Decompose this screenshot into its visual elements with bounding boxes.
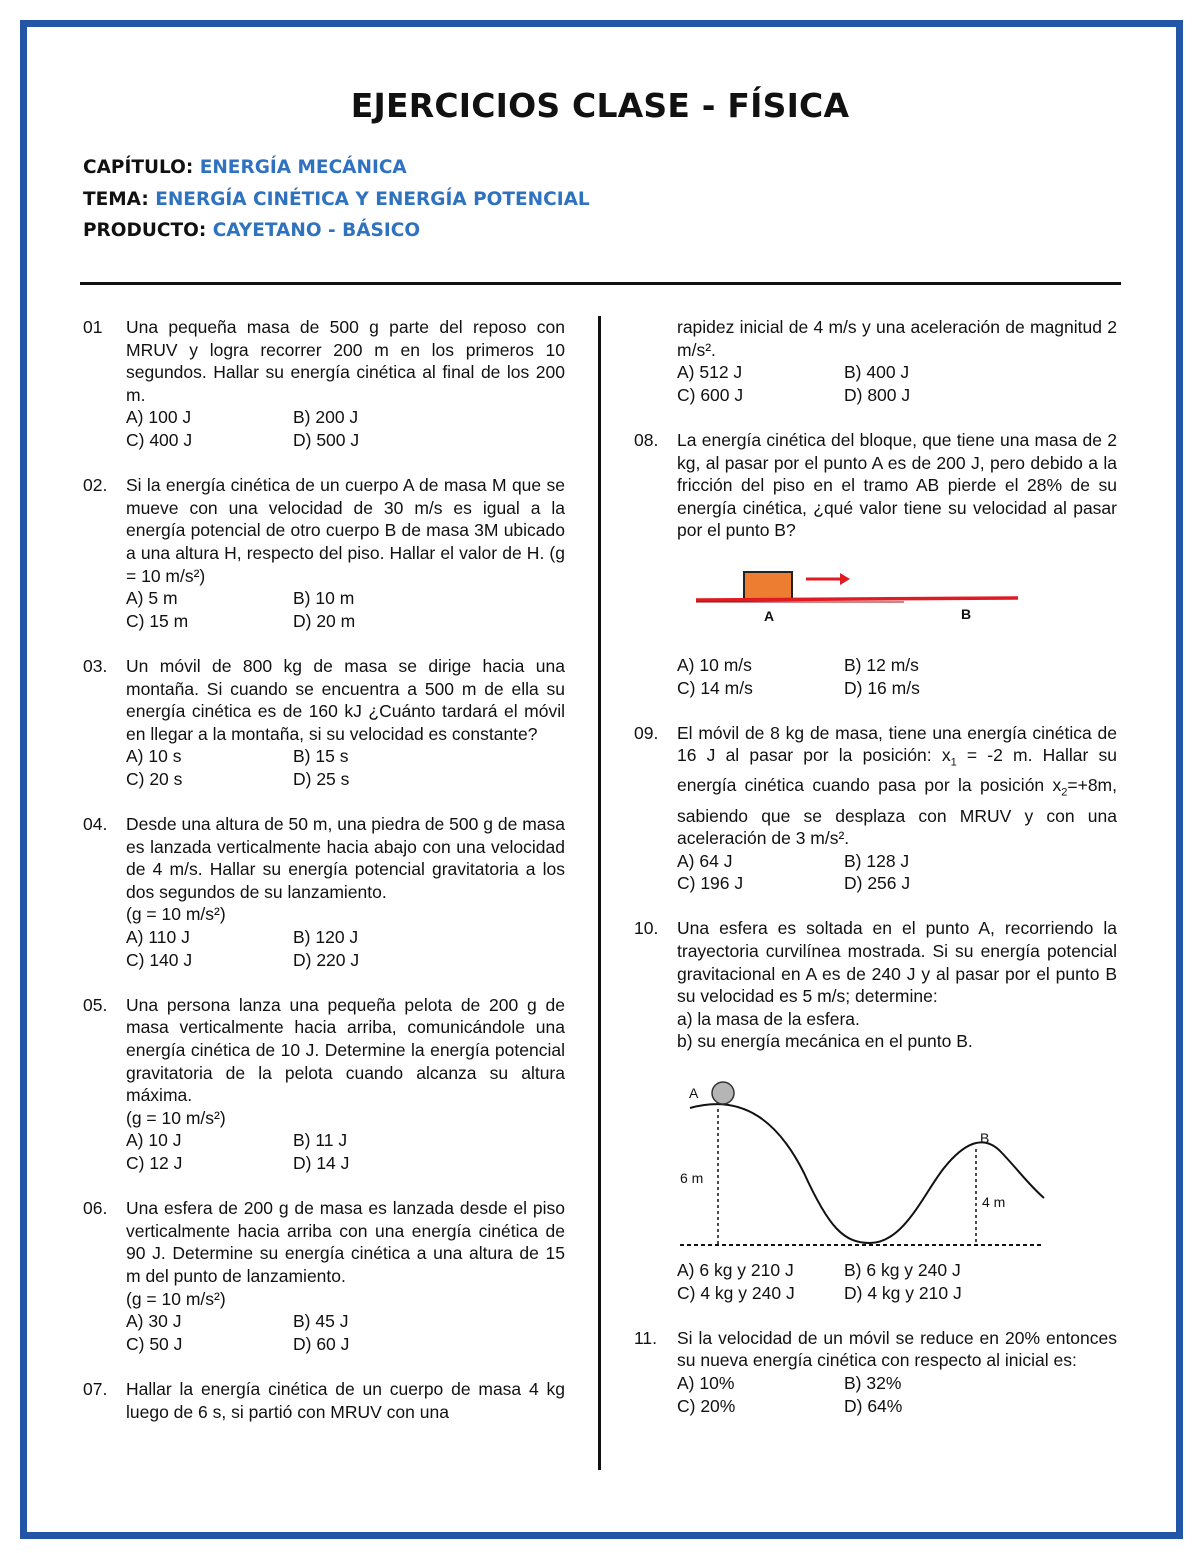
option-b: B) 15 s: [293, 746, 349, 767]
sub-item-b: b) su energía mecánica en el punto B.: [677, 1031, 973, 1052]
capitulo-value: ENERGÍA MECÁNICA: [199, 157, 407, 178]
option-d: D) 4 kg y 210 J: [844, 1282, 962, 1303]
subscript-1: 1: [950, 756, 957, 769]
options: [126, 406, 565, 451]
options: [677, 850, 1117, 895]
option-d: D) 16 m/s: [844, 677, 920, 698]
question-05: [83, 994, 565, 1175]
options: [677, 361, 1117, 406]
header-meta: [83, 152, 590, 247]
options: [677, 654, 1117, 699]
header-divider: [80, 282, 1121, 285]
options: [126, 1129, 565, 1174]
capitulo-line: [83, 152, 590, 184]
option-c: C) 600 J: [677, 384, 744, 405]
left-column: [83, 316, 565, 1423]
gravity-note: (g = 10 m/s²): [126, 904, 226, 925]
point-a-label: A: [689, 1085, 699, 1102]
option-d: D) 220 J: [293, 949, 360, 970]
option-c: C) 140 J: [126, 949, 193, 970]
options: [677, 1372, 1117, 1417]
option-a: A) 10 J: [126, 1130, 182, 1151]
question-04: [83, 813, 565, 971]
floor-line: [696, 598, 1018, 600]
point-b-label: B: [980, 1130, 990, 1147]
option-b: B) 6 kg y 240 J: [844, 1260, 961, 1281]
option-b: B) 128 J: [844, 850, 910, 871]
track-figure: [634, 1053, 1117, 1251]
option-c: C) 12 J: [126, 1152, 183, 1173]
option-b: B) 32%: [844, 1373, 902, 1393]
sub-item-a: a) la masa de la esfera.: [677, 1008, 860, 1029]
option-b: B) 12 m/s: [844, 654, 919, 675]
option-a: A) 110 J: [126, 927, 190, 948]
question-01: [83, 316, 565, 452]
question-number: 03.: [83, 655, 108, 676]
option-d: D) 256 J: [844, 873, 911, 894]
option-d: D) 14 J: [293, 1152, 350, 1173]
question-text: Una persona lanza una pequeña pelota de 200 g de masa verticalmente hacia arriba, comunicándole una energía cinética de 10 J. Determine la energía potencial gravitatoria de la pelota cuando alcanza su altura máxima.: [126, 994, 565, 1106]
option-d: D) 64%: [844, 1395, 903, 1416]
question-text: Una esfera es soltada en el punto A, recorriendo la trayectoria curvilínea mostrada. Si su energía potencial gravitacional en A es de 240 J y al pasar por el punto B su velocidad es 5 m/s; determine:: [677, 918, 1117, 1007]
arrow-head-icon: [840, 573, 850, 585]
block: [744, 572, 792, 600]
question-number: 06.: [83, 1198, 108, 1219]
sphere: [712, 1082, 734, 1104]
option-d: D) 25 s: [293, 768, 350, 789]
question-08: [634, 429, 1117, 542]
question-11: [634, 1327, 1117, 1417]
page-title: EJERCICIOS CLASE - FÍSICA: [350, 86, 850, 125]
question-number: 11.: [634, 1327, 658, 1348]
question-text: Si la velocidad de un móvil se reduce en 20% entonces su nueva energía cinética con respecto al inicial es:: [677, 1327, 1117, 1371]
question-text: Un móvil de 800 kg de masa se dirige hacia una montaña. Si cuando se encuentra a 500 m de ella su energía cinética es de 160 kJ ¿Cuánto tardará el móvil en llegar a la montaña, si su velocidad es constante?: [126, 655, 565, 744]
option-a: A) 10 m/s: [677, 654, 752, 675]
question-number: 08.: [634, 429, 659, 450]
option-c: C) 196 J: [677, 873, 744, 894]
height-6m-label: 6 m: [680, 1170, 704, 1187]
producto-value: CAYETANO - BÁSICO: [212, 220, 421, 241]
question-text: Una esfera de 200 g de masa es lanzada desde el piso verticalmente hacia arriba con una energía cinética de 90 J. Determine su energía cinética a una altura de 15 m del punto de lanzamiento.: [126, 1198, 565, 1286]
options: [126, 926, 565, 971]
option-c: C) 20 s: [126, 768, 183, 789]
options: [126, 745, 565, 790]
producto-line: [83, 215, 590, 247]
options: [126, 587, 565, 632]
option-d: D) 800 J: [844, 384, 911, 405]
option-a: A) 64 J: [677, 850, 733, 871]
question-08-options: [634, 654, 1117, 699]
question-number: 10.: [634, 918, 659, 939]
capitulo-label: CAPÍTULO:: [83, 157, 194, 178]
option-b: B) 10 m: [293, 588, 355, 609]
option-a: A) 6 kg y 210 J: [677, 1260, 794, 1281]
option-a: A) 30 J: [126, 1311, 182, 1332]
option-c: C) 15 m: [126, 610, 189, 631]
question-text-part-1: Hallar la energía cinética de un cuerpo de masa 4 kg luego de 6 s, si partió con MRUV con una: [126, 1378, 565, 1422]
option-d: D) 20 m: [293, 610, 356, 631]
question-number: 02.: [83, 475, 108, 496]
option-c: C) 50 J: [126, 1333, 183, 1354]
tema-label: TEMA:: [83, 188, 149, 210]
block-floor-figure: [634, 542, 1117, 642]
point-a-label: A: [764, 607, 775, 624]
option-c: C) 4 kg y 240 J: [677, 1282, 795, 1303]
question-text: La energía cinética del bloque, que tiene una masa de 2 kg, al pasar por el punto A es de 200 J, pero debido a la fricción del piso en el tramo AB pierde el 28% de su energía cinética, ¿qué valor tiene su velocidad al pasar por el punto B?: [677, 429, 1117, 541]
question-text-part-2: rapidez inicial de 4 m/s y una aceleración de magnitud 2 m/s².: [677, 317, 1117, 360]
question-text-1: El móvil de 8 kg de masa, tiene una energía cinética de 16 J al pasar por la posición: x: [677, 722, 1117, 766]
tema-value: ENERGÍA CINÉTICA Y ENERGÍA POTENCIAL: [155, 188, 590, 210]
question-text-3: =+8m, sabiendo que se desplaza con MRUV y con una aceleración de 3 m/s².: [677, 775, 1117, 849]
question-03: [83, 655, 565, 791]
option-b: B) 400 J: [844, 362, 910, 383]
height-4m-label: 4 m: [982, 1194, 1006, 1211]
option-c: C) 20%: [677, 1395, 736, 1416]
option-d: D) 500 J: [293, 429, 360, 450]
option-d: D) 60 J: [293, 1333, 350, 1354]
question-10-options: [634, 1259, 1117, 1304]
option-a: A) 5 m: [126, 588, 178, 609]
question-number: 01: [83, 317, 103, 337]
question-text: Si la energía cinética de un cuerpo A de masa M que se mueve con una velocidad de 30 m/s es igual a la energía potencial de otro cuerpo B de masa 3M ubicado a una altura H, respecto del piso. Hallar el valor de H. (g = 10 m/s²): [126, 475, 565, 586]
option-b: B) 11 J: [293, 1130, 348, 1151]
option-a: A) 10%: [677, 1373, 735, 1393]
option-a: A) 10 s: [126, 746, 182, 767]
option-a: A) 100 J: [126, 407, 192, 428]
question-number: 09.: [634, 722, 659, 743]
right-column: [634, 316, 1117, 1417]
question-07: [83, 1378, 565, 1423]
gravity-note: (g = 10 m/s²): [126, 1288, 226, 1309]
producto-label: PRODUCTO:: [83, 220, 207, 241]
question-06: [83, 1197, 565, 1355]
question-text-2: = -2 m. Hallar su energía cinética cuando pasa por la posición x: [677, 745, 1117, 796]
option-b: B) 45 J: [293, 1311, 349, 1332]
option-c: C) 400 J: [126, 429, 193, 450]
question-text: [677, 722, 1117, 850]
tema-line: [83, 184, 590, 216]
options: [677, 1259, 1117, 1304]
question-02: [83, 474, 565, 632]
question-number: 04.: [83, 814, 108, 835]
gravity-note: (g = 10 m/s²): [126, 1107, 226, 1128]
question-07-continued: [634, 316, 1117, 406]
subscript-2: 2: [1061, 786, 1068, 799]
question-text: Desde una altura de 50 m, una piedra de 500 g de masa es lanzada verticalmente hacia abajo con una velocidad de 4 m/s. Hallar su energía potencial gravitatoria a los dos segundos de su lanzamiento.: [126, 814, 565, 902]
option-a: A) 512 J: [677, 362, 743, 383]
options: [126, 1310, 565, 1355]
question-text: Una pequeña masa de 500 g parte del reposo con MRUV y logra recorrer 200 m en los primeros 10 segundos. Hallar su energía cinética al final de los 200 m.: [126, 317, 565, 405]
option-b: B) 120 J: [293, 927, 359, 948]
question-number: 05.: [83, 994, 108, 1015]
question-09: [634, 722, 1117, 895]
question-number: 07.: [83, 1378, 108, 1399]
option-c: C) 14 m/s: [677, 677, 753, 698]
question-10: [634, 917, 1117, 1053]
column-divider: [598, 316, 601, 1470]
option-b: B) 200 J: [293, 407, 359, 428]
curved-track: [690, 1104, 1044, 1243]
point-b-label: B: [961, 605, 972, 622]
